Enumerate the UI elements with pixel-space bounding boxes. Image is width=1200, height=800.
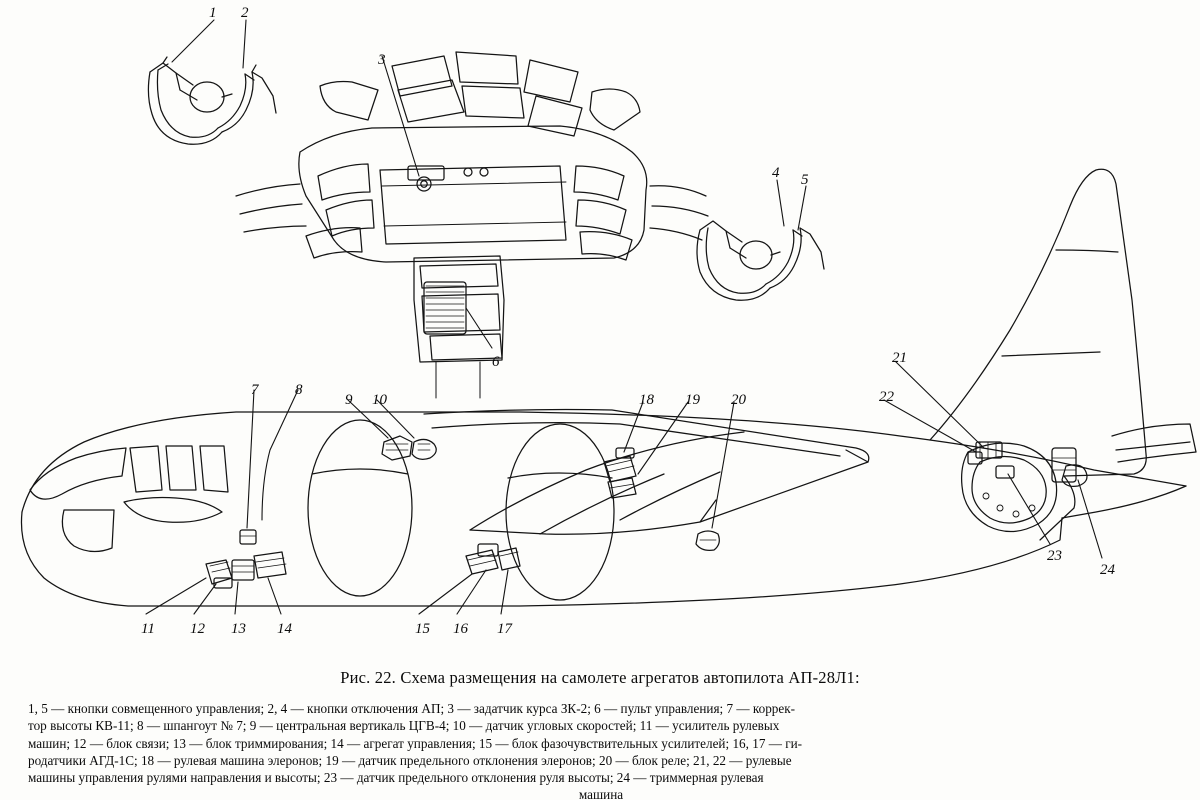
- caption-block: [0, 668, 1200, 688]
- legend-line-5: машины управления рулями направления и высоты; 23 — датчик предельного отклонения руля высоты; 24 — триммерная рулевая: [28, 770, 764, 786]
- legend-line-3: машин; 12 — блок связи; 13 — блок триммирования; 14 — агрегат управления; 15 — блок фазочувствительных усилителей; 16, 17 — ги-: [28, 735, 803, 751]
- callout-5: 5: [801, 172, 809, 188]
- callout-8: 8: [295, 382, 303, 398]
- legend-line-4: родатчики АГД-1С; 18 — рулевая машина элеронов; 19 — датчик предельного отклонения элеронов; 20 — блок реле; 21, 22 — рулевые: [28, 752, 792, 768]
- callout-13: 13: [231, 621, 246, 637]
- callout-14: 14: [277, 621, 292, 637]
- callout-11: 11: [141, 621, 155, 637]
- callout-20: 20: [731, 392, 746, 408]
- callout-21: 21: [892, 350, 907, 366]
- figure-caption: Рис. 22. Схема размещения на самолете агрегатов автопилота АП-28Л1:: [340, 668, 860, 687]
- callout-18: 18: [639, 392, 654, 408]
- aircraft-side-view: [21, 169, 1196, 614]
- callout-24: 24: [1100, 562, 1115, 578]
- callout-7: 7: [251, 382, 259, 398]
- callout-19: 19: [685, 392, 700, 408]
- callout-3: 3: [378, 52, 386, 68]
- callout-6: 6: [492, 354, 500, 370]
- callout-23: 23: [1047, 548, 1062, 564]
- callout-2: 2: [241, 5, 249, 21]
- cockpit-top-view: [148, 20, 824, 398]
- callout-12: 12: [190, 621, 205, 637]
- callout-22: 22: [879, 389, 894, 405]
- legend-line-2: тор высоты КВ-11; 8 — шпангоут № 7; 9 — центральная вертикаль ЦГВ-4; 10 — датчик угловых скоростей; 11 — усилитель рулевых: [28, 718, 780, 734]
- callout-10: 10: [372, 392, 387, 408]
- legend-line-6: машина: [578, 787, 624, 800]
- figure-legend: [28, 700, 1174, 800]
- callout-9: 9: [345, 392, 353, 408]
- callout-1: 1: [209, 5, 217, 21]
- legend-line-1: 1, 5 — кнопки совмещенного управления; 2, 4 — кнопки отключения АП; 3 — задатчик курса ЗК-2; 6 — пульт управления; 7 — коррек-: [28, 701, 796, 716]
- callout-4: 4: [772, 165, 780, 181]
- callout-17: 17: [497, 621, 512, 637]
- callout-15: 15: [415, 621, 430, 637]
- callout-16: 16: [453, 621, 468, 637]
